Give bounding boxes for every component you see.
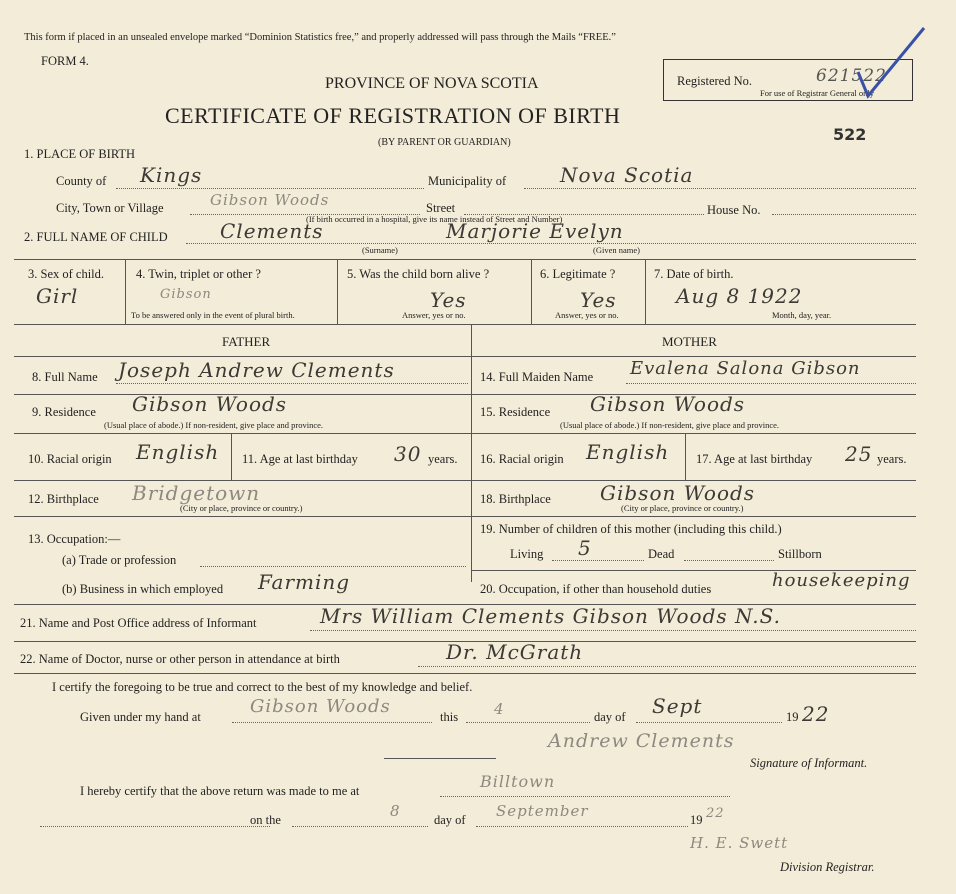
mother-name-label: 14. Full Maiden Name — [480, 370, 594, 384]
certify-day-of: day of — [594, 710, 626, 724]
place-of-birth-label: 1. PLACE OF BIRTH — [24, 147, 136, 161]
twin-label: 4. Twin, triplet or other ? — [136, 267, 261, 281]
postal-note: This form if placed in an unsealed envelope marked “Dominion Statistics free,” and properly addressed will pass through the Mails “FREE.” — [24, 32, 616, 43]
certify-text: I certify the foregoing to be true and correct to the best of my knowledge and belief. — [52, 680, 473, 694]
given-place: Gibson Woods — [250, 696, 391, 717]
living-value: 5 — [578, 536, 592, 560]
given-name-note: (Given name) — [593, 245, 640, 255]
registrar-signature-label: Division Registrar. — [780, 860, 875, 874]
father-residence: Gibson Woods — [132, 392, 288, 416]
father-name-label: 8. Full Name — [32, 370, 98, 384]
twin-value: Gibson — [160, 287, 212, 302]
mother-birthplace: Gibson Woods — [600, 481, 756, 505]
father-birthplace-label: 12. Birthplace — [28, 492, 99, 506]
stamp-number: 522 — [833, 125, 867, 144]
city-value: Gibson Woods — [210, 191, 330, 209]
child-name-label: 2. FULL NAME OF CHILD — [24, 230, 168, 244]
municipality-label: Municipality of — [428, 174, 507, 188]
father-age: 30 — [394, 442, 422, 466]
certify-year: 22 — [802, 702, 830, 726]
alive-value: Yes — [430, 288, 467, 312]
informant-value: Mrs William Clements Gibson Woods N.S. — [320, 604, 781, 628]
legitimate-label: 6. Legitimate ? — [540, 267, 616, 281]
legitimate-note: Answer, yes or no. — [555, 310, 619, 320]
city-label: City, Town or Village — [56, 201, 164, 215]
certify-month: Sept — [652, 694, 703, 718]
father-name: Joseph Andrew Clements — [118, 358, 395, 382]
registered-label: Registered No. — [677, 74, 752, 88]
mother-residence-note: (Usual place of abode.) If non-resident, give place and province. — [560, 420, 780, 430]
informant-label: 21. Name and Post Office address of Informant — [20, 616, 257, 630]
registrar-year: 22 — [706, 806, 725, 821]
mother-residence-label: 15. Residence — [480, 405, 551, 419]
checkmark-icon — [840, 22, 930, 102]
informant-signature: Andrew Clements — [548, 730, 735, 752]
mother-years: years. — [877, 452, 907, 466]
dob-note: Month, day, year. — [772, 310, 832, 320]
father-residence-note: (Usual place of abode.) If non-resident, give place and province. — [104, 420, 324, 430]
children-label: 19. Number of children of this mother (including this child.) — [480, 522, 782, 536]
county-label: County of — [56, 174, 107, 188]
county-value: Kings — [140, 163, 203, 187]
alive-label: 5. Was the child born alive ? — [347, 267, 490, 281]
signature-label: Signature of Informant. — [750, 756, 868, 770]
alive-note: Answer, yes or no. — [402, 310, 466, 320]
twin-note: To be answered only in the event of plural birth. — [131, 310, 295, 320]
father-birthplace-note: (City or place, province or country.) — [180, 503, 303, 513]
father-trade-label: (a) Trade or profession — [62, 553, 177, 567]
father-heading: FATHER — [222, 334, 271, 349]
certify-year-prefix: 19 — [786, 710, 799, 724]
father-business: Farming — [258, 570, 351, 594]
registrar-on-the: on the — [250, 813, 281, 827]
legitimate-value: Yes — [580, 288, 617, 312]
mother-racial-label: 16. Racial origin — [480, 452, 564, 466]
father-age-label: 11. Age at last birthday — [242, 452, 358, 466]
registrar-signature: H. E. Swett — [690, 834, 789, 852]
father-occupation-label: 13. Occupation:— — [28, 532, 121, 546]
mother-name: Evalena Salona Gibson — [630, 358, 861, 379]
mother-occupation: housekeeping — [772, 570, 911, 591]
mother-age-label: 17. Age at last birthday — [696, 452, 813, 466]
father-racial: English — [136, 440, 220, 464]
street-label: Street — [426, 201, 456, 215]
father-racial-label: 10. Racial origin — [28, 452, 112, 466]
hospital-note: (If birth occurred in a hospital, give its name instead of Street and Number) — [306, 214, 563, 224]
mother-birthplace-label: 18. Birthplace — [480, 492, 551, 506]
mother-racial: English — [586, 440, 670, 464]
this-label: this — [440, 710, 459, 724]
child-surname: Clements — [220, 219, 324, 243]
house-no-label: House No. — [707, 203, 761, 217]
registrar-text: I hereby certify that the above return was made to me at — [80, 784, 360, 798]
doctor-label: 22. Name of Doctor, nurse or other person in attendance at birth — [20, 652, 340, 666]
living-label: Living — [510, 547, 544, 561]
page-title: CERTIFICATE OF REGISTRATION OF BIRTH — [165, 103, 621, 128]
father-business-label: (b) Business in which employed — [62, 582, 224, 596]
given-under-label: Given under my hand at — [80, 710, 201, 724]
father-residence-label: 9. Residence — [32, 405, 96, 419]
municipality-value: Nova Scotia — [560, 163, 694, 187]
father-birthplace: Bridgetown — [132, 481, 261, 505]
mother-occupation-label: 20. Occupation, if other than household duties — [480, 582, 712, 596]
registrar-day: 8 — [390, 802, 401, 820]
dob-label: 7. Date of birth. — [654, 267, 734, 281]
dob-value: Aug 8 1922 — [676, 284, 803, 308]
mother-heading: MOTHER — [662, 334, 717, 349]
form-number: FORM 4. — [41, 54, 89, 68]
province-heading: PROVINCE OF NOVA SCOTIA — [325, 75, 539, 92]
registrar-place: Billtown — [480, 772, 556, 791]
father-years: years. — [428, 452, 458, 466]
registered-note: For use of Registrar General only — [760, 88, 875, 98]
certify-day: 4 — [494, 700, 505, 718]
registrar-month: September — [496, 802, 589, 820]
surname-note: (Surname) — [362, 245, 398, 255]
dead-label: Dead — [648, 547, 675, 561]
mother-age: 25 — [845, 442, 873, 466]
mother-residence: Gibson Woods — [590, 392, 746, 416]
child-given-name: Marjorie Evelyn — [446, 219, 624, 243]
sex-label: 3. Sex of child. — [28, 267, 105, 281]
stillborn-label: Stillborn — [778, 547, 822, 561]
doctor-value: Dr. McGrath — [446, 640, 584, 664]
page-subtitle: (BY PARENT OR GUARDIAN) — [378, 137, 511, 148]
registrar-day-of: day of — [434, 813, 466, 827]
mother-birthplace-note: (City or place, province or country.) — [621, 503, 744, 513]
registered-number: 621522 — [816, 66, 887, 86]
sex-value: Girl — [36, 284, 79, 308]
registrar-year-prefix: 19 — [690, 813, 703, 827]
